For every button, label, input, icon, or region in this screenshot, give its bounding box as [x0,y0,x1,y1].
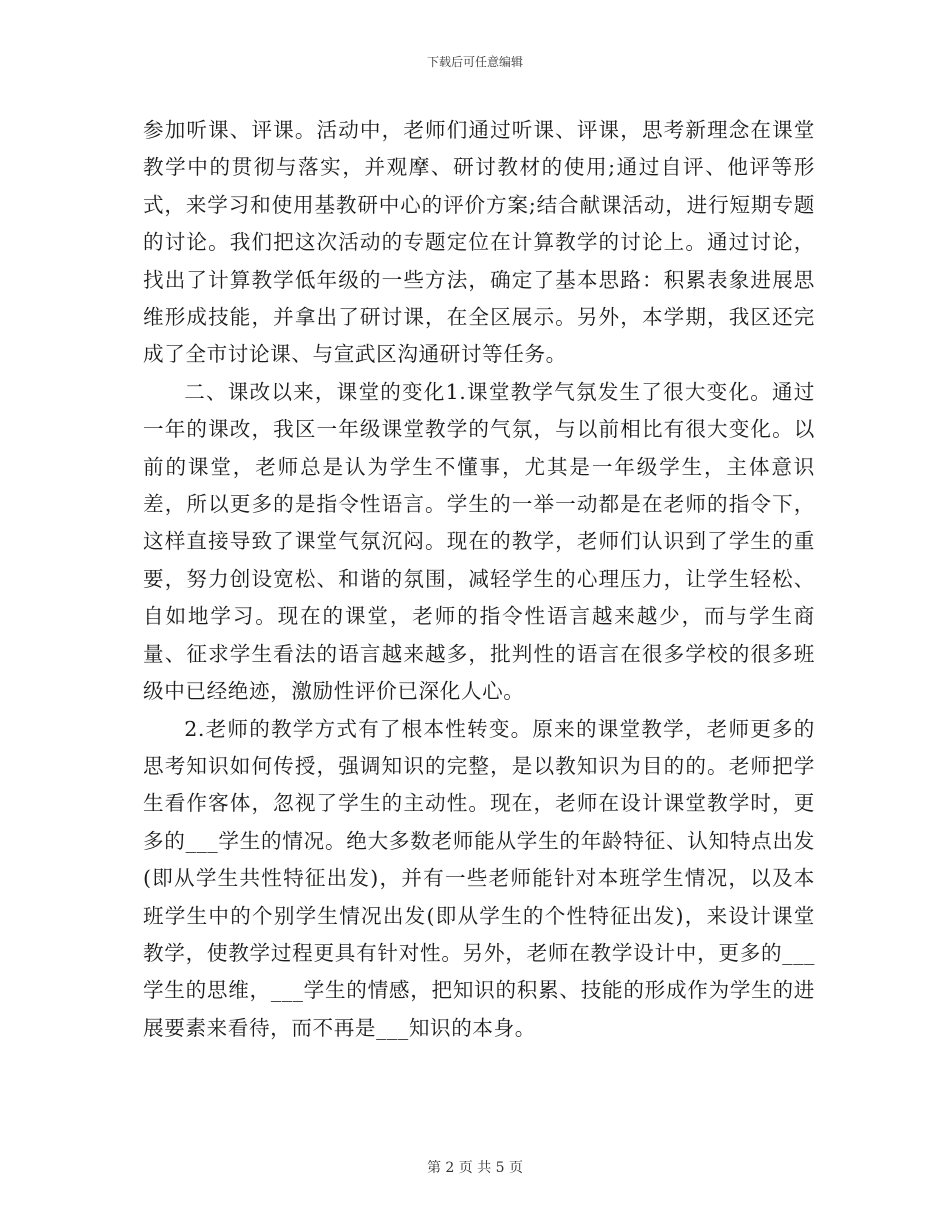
page-number: 第 2 页 共 5 页 [426,1160,524,1176]
document-body [143,112,815,1047]
paragraph-section-two: 二、课改以来，课堂的变化1.课堂教学气氛发生了很大变化。通过一年的课改，我区一年级课堂教学的气氛，与以前相比有很大变化。以前的课堂，老师总是认为学生不懂事，尤其是一年级学生，主体意识差，所以更多的是指令性语言。学生的一举一动都是在老师的指令下，这样直接导致了课堂气氛沉闷。现在的教学，老师们认识到了学生的重要，努力创设宽松、和谐的氛围，减轻学生的心理压力，让学生轻松、自如地学习。现在的课堂，老师的指令性语言越来越少，而与学生商量、征求学生看法的语言越来越多，批判性的语言在很多学校的很多班级中已经绝迹，激励性评价已深化人心。 [143,379,815,704]
page-header: 下载后可任意编辑 [426,55,523,69]
paragraph-continued: 参加听课、评课。活动中，老师们通过听课、评课，思考新理念在课堂教学中的贯彻与落实，并观摩、研讨教材的使用;通过自评、他评等形式，来学习和使用基教研中心的评价方案;结合献课活动，进行短期专题的讨论。我们把这次活动的专题定位在计算教学的讨论上。通过讨论，找出了计算教学低年级的一些方法，确定了基本思路：积累表象进展思维形成技能，并拿出了研讨课，在全区展示。另外，本学期，我区还完成了全市讨论课、与宣武区沟通研讨等任务。 [143,118,815,367]
paragraph-teaching-methods: 2.老师的教学方式有了根本性转变。原来的课堂教学，老师更多的思考知识如何传授，强调知识的完整，是以教知识为目的的。老师把学生看作客体，忽视了学生的主动性。现在，老师在设计课堂教学时，更多的___学生的情况。绝大多数老师能从学生的年龄特征、认知特点出发(即从学生共性特征出发)，并有一些老师能针对本班学生情况，以及本班学生中的个别学生情况出发(即从学生的个性特征出发)，来设计课堂教学，使教学过程更具有针对性。另外，老师在教学设计中，更多的___学生的思维，___学生的情感，把知识的积累、技能的形成作为学生的进展要素来看待，而不再是___知识的本身。 [143,716,815,1040]
